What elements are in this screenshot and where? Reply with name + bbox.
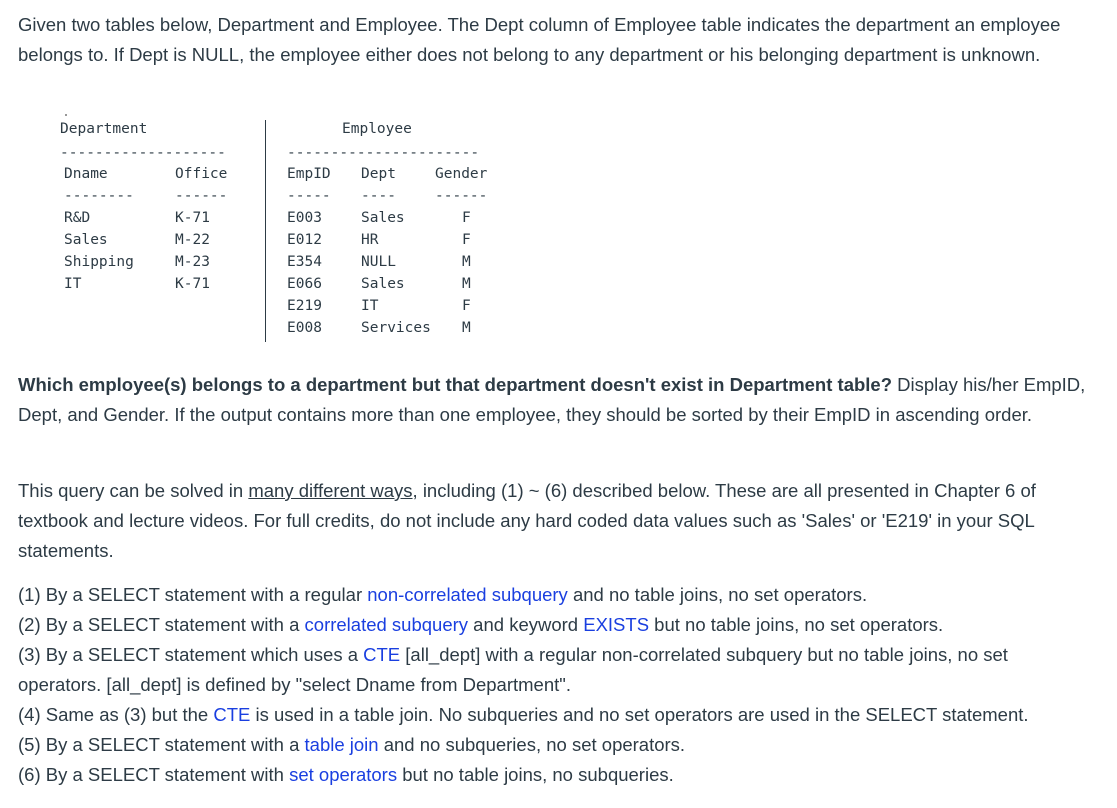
question-paragraph xyxy=(18,370,1088,430)
emp-row-empid: E354 xyxy=(287,254,322,270)
method-link[interactable]: correlated subquery xyxy=(304,614,469,635)
dept-header-dname: Dname xyxy=(64,166,108,182)
methods-intro-after: , including (1) ~ (6) described below. These are all presented in Chapter 6 of textbook and lecture videos. For full credits, do not include any hard coded data values such as 'Sales' or 'E219' in your SQL statements. xyxy=(18,480,1036,561)
method-text: is used in a table join. No subqueries and no set operators are used in the SELECT statement. xyxy=(250,704,1029,725)
dept-row-dname: IT xyxy=(64,276,82,292)
emp-row-gender: M xyxy=(462,276,471,292)
method-text: and no subqueries, no set operators. xyxy=(378,734,686,755)
emp-row-gender: M xyxy=(462,254,471,270)
methods-intro-paragraph xyxy=(18,476,1088,566)
method-item xyxy=(18,760,1088,790)
emp-row-dept: Sales xyxy=(361,210,405,226)
emp-row-dept: Sales xyxy=(361,276,405,292)
dept-row-office: K-71 xyxy=(175,210,210,226)
employee-title-rule: ---------------------- xyxy=(287,145,480,161)
emp-row-empid: E012 xyxy=(287,232,322,248)
method-item xyxy=(18,640,1088,700)
method-link[interactable]: CTE xyxy=(213,704,251,725)
employee-title: Employee xyxy=(342,121,412,137)
dept-row-dname: R&D xyxy=(64,210,91,226)
method-text: and no table joins, no set operators. xyxy=(567,584,868,605)
emp-row-dept: HR xyxy=(361,232,379,248)
table-separator xyxy=(265,120,266,342)
emp-row-dept: Services xyxy=(361,320,431,336)
emp-row-gender: F xyxy=(462,232,471,248)
method-text: (6) By a SELECT statement with xyxy=(18,764,290,785)
emp-header-empid: EmpID xyxy=(287,166,331,182)
method-text: (4) Same as (3) but the xyxy=(18,704,214,725)
method-text: (3) By a SELECT statement which uses a xyxy=(18,644,364,665)
method-text: and keyword xyxy=(468,614,584,635)
emp-row-gender: M xyxy=(462,320,471,336)
stray-dot xyxy=(65,114,67,116)
emp-col-rule-dept: ---- xyxy=(361,188,396,204)
method-text: (2) By a SELECT statement with a xyxy=(18,614,305,635)
method-item xyxy=(18,700,1088,730)
emp-col-rule-gender: ------ xyxy=(435,188,488,204)
dept-col-rule-office: ------ xyxy=(175,188,228,204)
emp-col-rule-empid: ----- xyxy=(287,188,331,204)
method-link[interactable]: non-correlated subquery xyxy=(367,584,568,605)
dept-header-office: Office xyxy=(175,166,228,182)
methods-intro-before: This query can be solved in xyxy=(18,480,249,501)
dept-row-office: K-71 xyxy=(175,276,210,292)
dept-row-dname: Sales xyxy=(64,232,108,248)
intro-paragraph: Given two tables below, Department and Employee. The Dept column of Employee table indicates the department an employee belongs to. If Dept is NULL, the employee either does not belong to any department or his belonging department is unknown. xyxy=(18,14,1061,65)
method-text: but no table joins, no set operators. xyxy=(649,614,944,635)
emp-row-empid: E219 xyxy=(287,298,322,314)
method-link[interactable]: EXISTS xyxy=(583,614,650,635)
department-title: Department xyxy=(60,121,148,137)
emp-row-empid: E003 xyxy=(287,210,322,226)
emp-header-gender: Gender xyxy=(435,166,488,182)
methods-list xyxy=(18,580,1088,790)
emp-row-gender: F xyxy=(462,210,471,226)
many-ways-link[interactable]: many different ways xyxy=(248,480,413,501)
method-text: (5) By a SELECT statement with a xyxy=(18,734,305,755)
emp-row-empid: E008 xyxy=(287,320,322,336)
department-title-rule: ------------------- xyxy=(60,145,226,161)
question-bold: Which employee(s) belongs to a department but that department doesn't exist in Department table? xyxy=(18,374,893,395)
method-link[interactable]: CTE xyxy=(363,644,401,665)
method-text: but no table joins, no subqueries. xyxy=(397,764,674,785)
method-item xyxy=(18,730,1088,760)
method-text: (1) By a SELECT statement with a regular xyxy=(18,584,368,605)
method-link[interactable]: set operators xyxy=(289,764,398,785)
dept-col-rule-dname: -------- xyxy=(64,188,134,204)
method-item xyxy=(18,610,1088,640)
emp-row-dept: IT xyxy=(361,298,379,314)
method-text: [all_dept] with a regular non-correlated subquery but no table joins, no set operators. [all_dept] is defined by "select Dname from Department". xyxy=(18,644,1008,695)
emp-header-dept: Dept xyxy=(361,166,396,182)
emp-row-dept: NULL xyxy=(361,254,396,270)
dept-row-office: M-22 xyxy=(175,232,210,248)
dept-row-office: M-23 xyxy=(175,254,210,270)
emp-row-gender: F xyxy=(462,298,471,314)
question-rest: Display his/her EmpID, Dept, and Gender. If the output contains more than one employee, they should be sorted by their EmpID in ascending order. xyxy=(18,374,1086,425)
method-link[interactable]: table join xyxy=(304,734,379,755)
method-item xyxy=(18,580,1088,610)
emp-row-empid: E066 xyxy=(287,276,322,292)
dept-row-dname: Shipping xyxy=(64,254,134,270)
